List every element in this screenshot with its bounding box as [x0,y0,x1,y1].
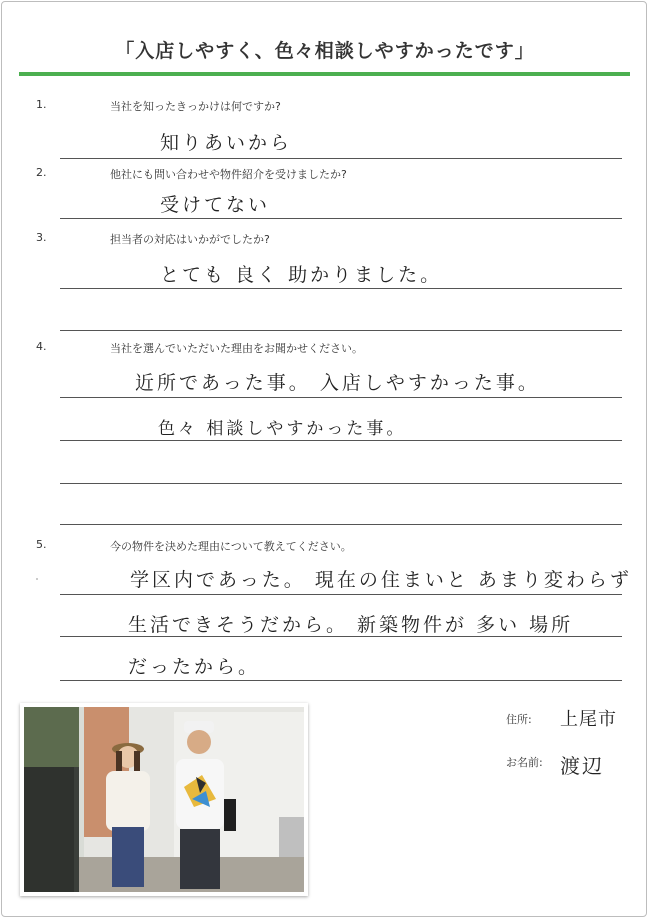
photo-illustration [24,707,304,892]
address-value: 上尾市 [560,709,617,730]
answer-3-line-1: とても 良く 助かりました。 [160,264,443,286]
name-label: お名前: [506,756,543,769]
answer-rule [60,636,622,637]
answer-rule [60,330,622,331]
answer-1-line-1: 知りあいから [160,132,293,154]
answer-rule [60,397,622,398]
answer-5-line-3: だったから。 [128,656,261,678]
answer-4-line-1: 近所であった事。 入店しやすかった事。 [135,372,540,394]
question-4-number: 4. [36,340,47,353]
answer-rule [60,594,622,595]
answer-rule [60,288,622,289]
question-2-number: 2. [36,166,47,179]
question-4-text: 当社を選んでいただいた理由をお聞かせください。 [110,342,363,355]
customer-photo [20,703,308,896]
question-5-number: 5. [36,538,47,551]
answer-rule [60,440,622,441]
stray-mark [36,578,38,580]
answer-rule [60,680,622,681]
name-value: 渡辺 [560,754,604,778]
answer-rule [60,524,622,525]
answer-2-line-1: 受けてない [160,194,271,216]
answer-5-line-1: 学区内であった。 現在の住まいと あまり変わらず [130,569,632,591]
answer-rule [60,218,622,219]
answer-4-line-2: 色々 相談しやすかった事。 [158,419,407,439]
title-divider [19,72,630,76]
question-3-number: 3. [36,231,47,244]
answer-rule [60,158,622,159]
page-title: 「入店しやすく、色々相談しやすかったです」 [115,40,535,62]
question-2-text: 他社にも問い合わせや物件紹介を受けましたか? [110,168,347,181]
question-1-text: 当社を知ったきっかけは何ですか? [110,100,281,113]
question-1-number: 1. [36,98,47,111]
answer-5-line-2: 生活できそうだから。 新築物件が 多い 場所 [128,614,574,636]
address-label: 住所: [506,713,532,726]
question-3-text: 担当者の対応はいかがでしたか? [110,233,270,246]
question-5-text: 今の物件を決めた理由について教えてください。 [110,540,352,553]
answer-rule [60,483,622,484]
